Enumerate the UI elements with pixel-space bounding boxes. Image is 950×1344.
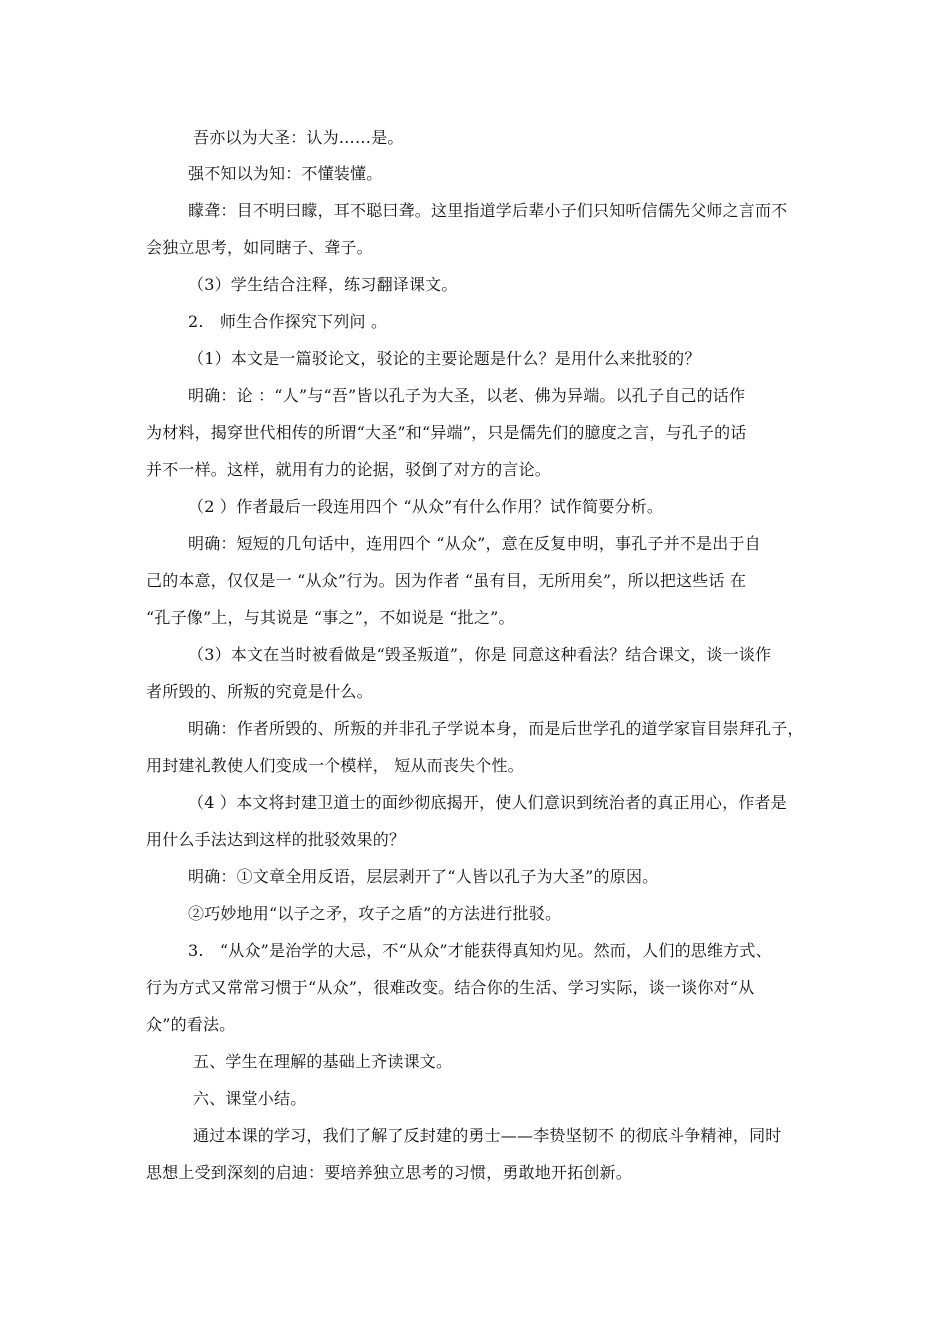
text-line: 吾亦以为大圣：认为……是。 — [193, 128, 404, 147]
text-line: 明确：论 ：“人”与“吾”皆以孔子为大圣，以老、佛为异端。以孔子自己的话作 — [188, 386, 746, 405]
text-line: （3）本文在当时被看做是“毁圣叛道”，你是 同意这种看法？结合课文，谈一谈作 — [188, 645, 772, 664]
text-line: 为材料，揭穿世代相传的所谓“大圣”和“异端”，只是儒先们的臆度之言，与孔子的话 — [146, 423, 747, 442]
text-line: 明确：①文章全用反语，层层剥开了“人皆以孔子为大圣”的原因。 — [188, 867, 659, 886]
text-line: （3）学生结合注释，练习翻译课文。 — [188, 275, 458, 294]
text-line: 用什么手法达到这样的批驳效果的？ — [146, 830, 406, 849]
text-line: 2. 师生合作探究下列问 。 — [188, 312, 388, 331]
text-line: 强不知以为知：不懂装懂。 — [188, 164, 383, 183]
text-line: 3. “从众”是治学的大忌，不“从众”才能获得真知灼见。然而，人们的思维方式、 — [188, 941, 772, 960]
text-line: 用封建礼教使人们变成一个模样， 短从而丧失个性。 — [146, 756, 524, 775]
text-line: （4 ）本文将封建卫道士的面纱彻底揭开，使人们意识到统治者的真正用心，作者是 — [188, 793, 787, 812]
text-line: 行为方式又常常习惯于“从众”，很难改变。结合你的生活、学习实际，谈一谈你对“从 — [146, 978, 755, 997]
text-line: 思想上受到深刻的启迪：要培养独立思考的习惯，勇敢地开拓创新。 — [146, 1163, 633, 1182]
text-line: 矇聋：目不明曰矇，耳不聪曰聋。这里指道学后辈小子们只知听信儒先父师之言而不 — [188, 201, 788, 220]
text-line: 通过本课的学习，我们了解了反封建的勇士——李贽坚韧不 的彻底斗争精神，同时 — [193, 1126, 782, 1145]
text-line: 明确：短短的几句话中，连用四个 “从众”，意在反复申明，事孔子并不是出于自 — [188, 534, 761, 553]
text-line: 会独立思考，如同瞎子、聋子。 — [146, 238, 373, 257]
text-line: 六、课堂小结。 — [193, 1089, 307, 1108]
text-line: （1）本文是一篇驳论文，驳论的主要论题是什么？是用什么来批驳的？ — [188, 349, 701, 368]
text-line: （2 ）作者最后一段连用四个 “从众”有什么作用？试作简要分析。 — [188, 497, 664, 516]
text-line: 己的本意，仅仅是一 “从众”行为。因为作者 “虽有目，无所用矣”，所以把这些话 在 — [146, 571, 747, 590]
text-line: ②巧妙地用“以子之矛，攻子之盾”的方法进行批驳。 — [188, 904, 562, 923]
text-line: 众”的看法。 — [146, 1015, 236, 1034]
text-line: “孔子像”上，与其说是 “事之”，不如说是 “批之”。 — [146, 608, 515, 627]
text-line: 五、学生在理解的基础上齐读课文。 — [193, 1052, 453, 1071]
text-line: 明确：作者所毁的、所叛的并非孔子学说本身，而是后世学孔的道学家盲目崇拜孔子， — [188, 719, 804, 738]
text-line: 并不一样。这样，就用有力的论据，驳倒了对方的言论。 — [146, 460, 552, 479]
text-line: 者所毁的、所叛的究竟是什么。 — [146, 682, 373, 701]
